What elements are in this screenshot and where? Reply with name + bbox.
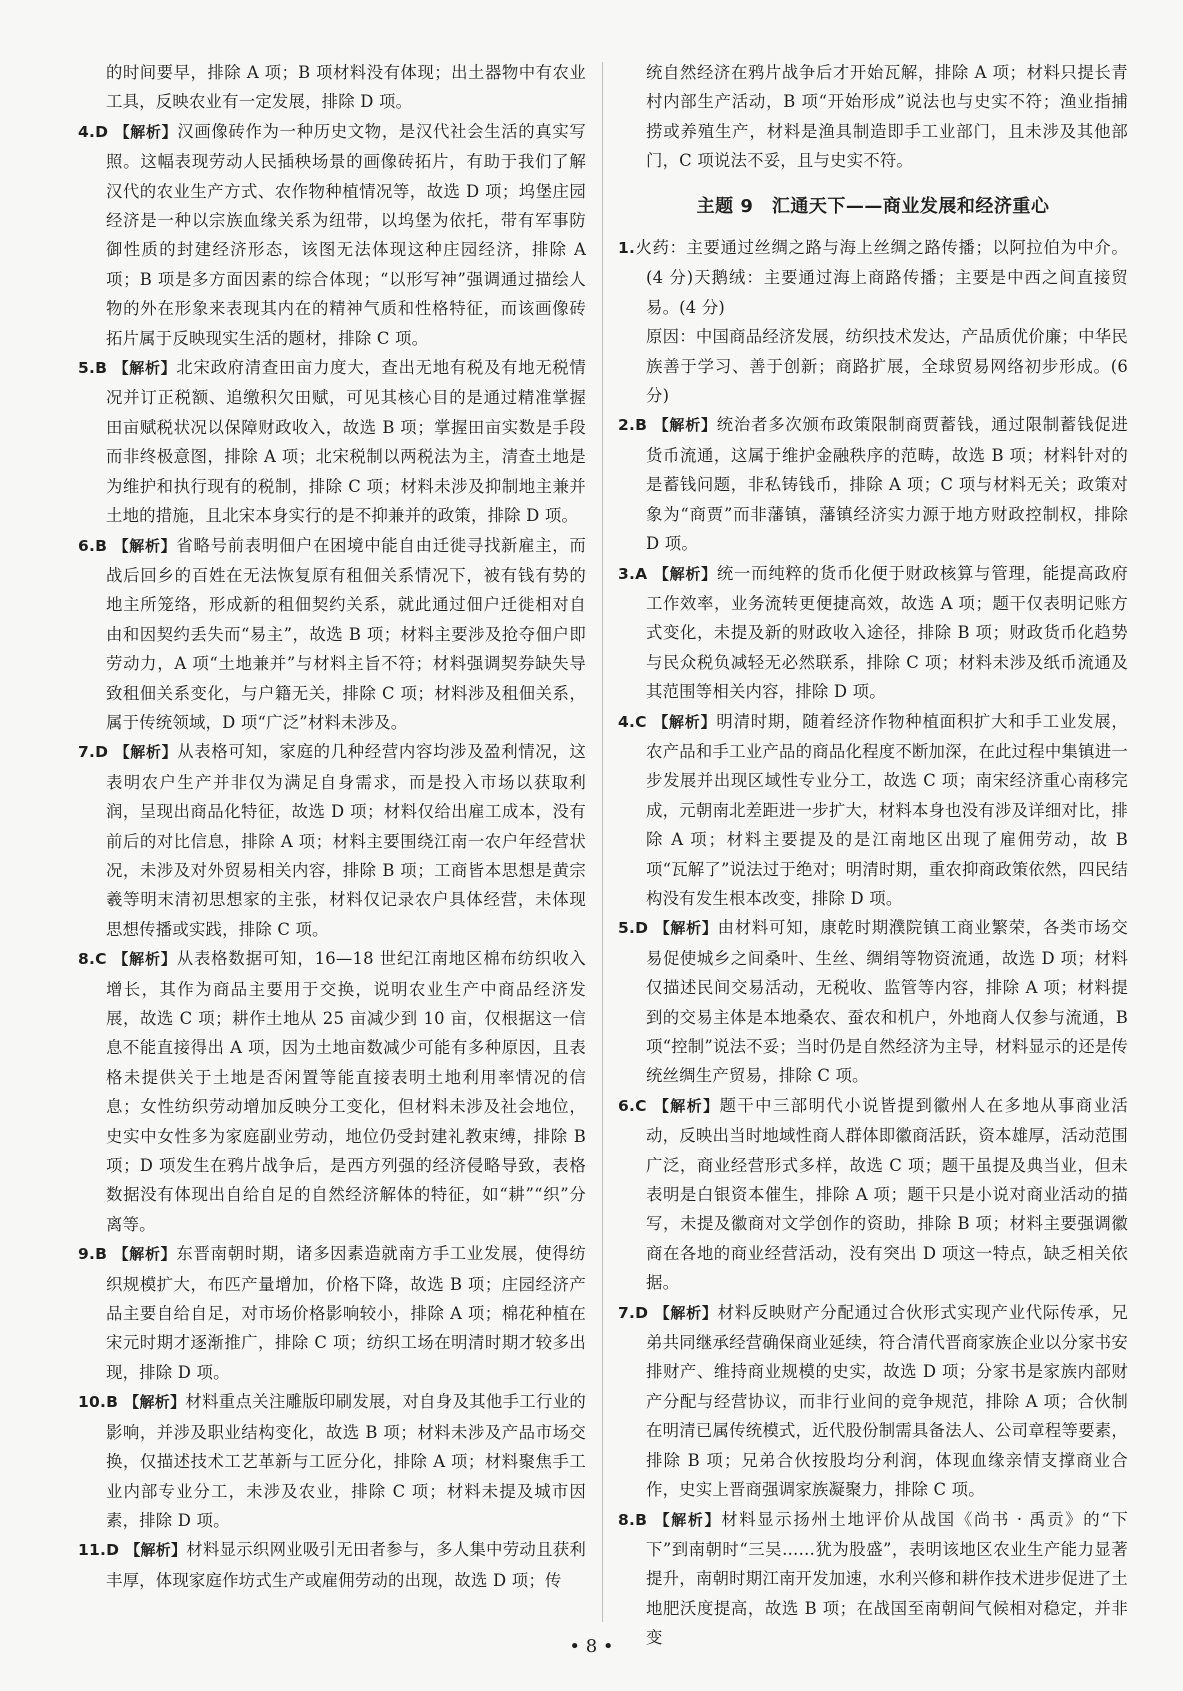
analysis-tag: 【解析】 bbox=[113, 359, 177, 378]
analysis-tag: 【解析】 bbox=[652, 712, 717, 731]
analysis-tag: 【解析】 bbox=[652, 1096, 720, 1115]
answer-item bbox=[618, 559, 1128, 707]
section-title: 主题 9 汇通天下——商业发展和经济重心 bbox=[696, 195, 1050, 217]
answer-item bbox=[618, 707, 1128, 914]
page-number: • 8 • bbox=[569, 1636, 614, 1657]
answer-letter: D bbox=[95, 122, 109, 141]
answer-item bbox=[78, 737, 586, 944]
answer-letter: D bbox=[95, 743, 109, 762]
left-intro: 的时间要早，排除 A 项；B 项材料没有体现；出土器物中有农业工具，反映农业有一定发展，排除 D 项。 bbox=[106, 63, 586, 112]
analysis-tag: 【解析】 bbox=[124, 1393, 186, 1412]
answer-item bbox=[78, 1387, 586, 1535]
answer-item bbox=[78, 531, 586, 738]
answer-letter: B bbox=[106, 1393, 119, 1412]
left-items bbox=[78, 117, 586, 1595]
item-number: 9. bbox=[78, 1245, 96, 1264]
item-number: 8. bbox=[618, 1510, 636, 1529]
analysis-tag: 【解析】 bbox=[653, 564, 717, 583]
answer-item bbox=[78, 117, 586, 353]
item-number: 6. bbox=[618, 1096, 636, 1115]
analysis-tag: 【解析】 bbox=[653, 416, 717, 435]
analysis-text: 由材料可知，康乾时期濮院镇工商业繁荣，各类市场交易促使城乡之间桑叶、生丝、绸绢等物资流通，故选 D 项；材料仅描述民间交易活动，无税收、监管等内容，排除 A 项；材料提到的交易主体是本地桑农、蚕农和机户，外地商人仅参与流通，B 项“控制”说法不妥；当时仍是自然经济为主导，材料显示的还是传统丝绸生产贸易，排除 C 项。 bbox=[646, 918, 1128, 1086]
analysis-text: 省略号前表明佃户在困境中能自由迁徙寻找新雇主，而战后回乡的百姓在无法恢复原有租佃关系情况下，被有钱有势的地主所笼络，形成新的租佃契约关系，就此通过佃户迁徙相对自由和因契约丢失而“易主”，故选 B 项；材料主要涉及抢夺佃户即劳动力，A 项“土地兼并”与材料主旨不符；材料强调契券缺失导致租佃关系变化，与户籍无关，排除 C 项；材料涉及租佃关系，属于传统领域，D 项“广泛”材料未涉及。 bbox=[106, 535, 586, 732]
analysis-tag: 【解析】 bbox=[114, 122, 178, 141]
analysis-text: 统治者多次颁布政策限制商贾蓄钱，通过限制蓄钱促进货币流通，这属于维护金融秩序的范畴，故选 B 项；材料针对的是蓄钱问题，非私铸钱币，排除 A 项；C 项与材料无关；政策对象为“商贾”而非藩镇，藩镇经济实力源于地方财政控制权，排除 D 项。 bbox=[646, 415, 1128, 554]
analysis-text: 汉画像砖作为一种历史文物，是汉代社会生活的真实写照。这幅表现劳动人民插秧场景的画像砖拓片，有助于我们了解汉代的农业生产方式、农作物种植情况等，故选 D 项；坞堡庄园经济是一种以宗族血缘关系为纽带，以坞堡为依托，带有军事防御性质的封建经济形态，该图无法体现这种庄园经济，排除 A 项；B 项是多方面因素的综合体现；“以形写神”强调通过描绘人物的外在形象来表现其内在的精神气质和性格特征，而该画像砖拓片属于反映现实生活的题材，排除 C 项。 bbox=[106, 121, 586, 348]
answer-letter: B bbox=[635, 1510, 648, 1529]
analysis-text: 材料显示扬州土地评价从战国《尚书 · 禹贡》的“下下”到南朝时“三吴……犹为股盛”，表明该地区农业生产能力显著提升，南朝时期江南开发加速，水利兴修和耕作技术进步促进了土地肥沃度提高，故选 B 项；在战国至南朝间气候相对稳定，并非变 bbox=[646, 1509, 1128, 1648]
analysis-tag: 【解析】 bbox=[654, 1303, 718, 1322]
right-column bbox=[618, 58, 1128, 1653]
item-number: 1. bbox=[618, 239, 636, 258]
item-number: 5. bbox=[78, 359, 96, 378]
analysis-text: 题干中三部明代小说皆提到徽州人在多地从事商业活动，反映出当时地域性商人群体即徽商活跃，资本雄厚，活动范围广泛，商业经营形式多样，故选 C 项；题干虽提及典当业，但未表明是白银资本催生，排除 A 项；题干只是小说对商业活动的描写，未提及徽商对文学创作的资助，排除 B 项；材料主要强调徽商在各地的商业经营活动，没有突出 D 项这一特点，缺乏相关依据。 bbox=[646, 1095, 1128, 1293]
answer-item bbox=[78, 1535, 586, 1595]
analysis-text: 明清时期，随着经济作物种植面积扩大和手工业发展，农产品和手工业产品的商品化程度不断加深，在此过程中集镇进一步发展并出现区域性专业分工，故选 C 项；南宋经济重心南移完成，元朝南北差距进一步扩大，材料本身也没有涉及详细对比，排除 A 项；材料主要提及的是江南地区出现了雇佣劳动，故 B 项“瓦解了”说法过于绝对；明清时期，重农抑商政策依然，四民结构没有发生根本改变，排除 D 项。 bbox=[646, 711, 1128, 908]
answer-item bbox=[78, 353, 586, 530]
item-number: 6. bbox=[78, 536, 96, 555]
answer-letter: B bbox=[95, 536, 108, 555]
analysis-text: 北宋政府清查田亩力度大，查出无地有税及有地无税情况并订正税额、追缴积欠田赋，可见其核心目的是通过精准掌握田亩赋税状况以保障财政收入，故选 B 项；掌握田亩实数是手段而非终极意图，排除 A 项；北宋税制以两税法为主，清查土地是为维护和执行现有的税制，排除 C 项；材料未涉及抑制地主兼并土地的措施，且北宋本身实行的是不抑兼并的政策，排除 D 项。 bbox=[106, 358, 586, 526]
answer-letter: C bbox=[95, 950, 107, 969]
left-column bbox=[78, 58, 586, 1595]
answer-item bbox=[618, 410, 1128, 558]
analysis-text: 材料反映财产分配通过合伙形式实现产业代际传承，兄弟共同继承经营确保商业延续，符合清代晋商家族企业以分家书安排财产、维持商业规模的史实，故选 D 项；分家书是家族内部财产分配与经营协议，而非行业间的竞争规范，排除 A 项；合伙制在明清已属传统模式，近代股份制需具备法人、公司章程等要素，排除 B 项；兄弟合伙按股均分利润，体现血缘亲情支撑商业合作，史实上晋商强调家族凝聚力，排除 C 项。 bbox=[646, 1302, 1128, 1500]
item-number: 2. bbox=[618, 416, 636, 435]
answer-letter: D bbox=[635, 919, 649, 938]
answer-item bbox=[78, 1239, 586, 1387]
analysis-tag: 【解析】 bbox=[112, 950, 177, 969]
answer-letter: B bbox=[95, 359, 108, 378]
analysis-tag: 【解析】 bbox=[125, 1541, 187, 1560]
analysis-tag: 【解析】 bbox=[113, 536, 177, 555]
analysis-text: 统一而纯粹的货币化便于财政核算与管理，能提高政府工作效率，业务流转更便捷高效，故选 A 项；题干仅表明记账方式变化，未提及新的财政收入途径，排除 B 项；财政货币化趋势与民众税负减轻无必然联系，排除 C 项；材料未涉及纸币流通及其范围等相关内容，排除 D 项。 bbox=[646, 563, 1128, 702]
item-number: 4. bbox=[78, 122, 96, 141]
answer-letter: A bbox=[635, 564, 648, 583]
answer-letter: D bbox=[106, 1541, 120, 1560]
item-number: 10. bbox=[78, 1393, 107, 1412]
answer-item bbox=[618, 1091, 1128, 1298]
answer-item bbox=[78, 944, 586, 1239]
answer-item bbox=[618, 1505, 1128, 1653]
item-number: 8. bbox=[78, 950, 96, 969]
item-number: 5. bbox=[618, 919, 636, 938]
item-number: 4. bbox=[618, 712, 636, 731]
analysis-text: 从表格数据可知，16—18 世纪江南地区棉布纺织收入增长，其作为商品主要用于交换，说明农业生产中商品经济发展，故选 C 项；耕作土地从 25 亩减少到 10 亩，仅根据这一信息不能直接得出 A 项，因为土地亩数减少可能有多种原因，且表格未提供关于土地是否闲置等能直接表明土地利用率情况的信息；女性纺织劳动增加反映分工变化，但材料未涉及社会地位，史实中女性多为家庭副业劳动，地位仍受封建礼教束缚，排除 B 项；D 项发生在鸦片战争后，是西方列强的经济侵略导致，表格数据没有体现出自给自足的自然经济解体的特征，如“耕”“织”分离等。 bbox=[106, 949, 586, 1234]
answer-letter: B bbox=[95, 1245, 108, 1264]
answer-letter: C bbox=[635, 712, 647, 731]
item-number: 3. bbox=[618, 564, 636, 583]
question-1-text: 火药：主要通过丝绸之路与海上丝绸之路传播；以阿拉伯为中介。(4 分)天鹅绒：主要通过海上商路传播；主要是中西之间直接贸易。(4 分) bbox=[635, 238, 1128, 317]
answer-item bbox=[618, 913, 1128, 1090]
answer-item bbox=[618, 1298, 1128, 1505]
answer-letter: C bbox=[635, 1096, 647, 1115]
analysis-text: 从表格可知，家庭的几种经营内容均涉及盈利情况，这表明农户生产并非仅为满足自身需求，而是投入市场以获取利润，呈现出商品化特征，故选 D 项；材料仅给出雇工成本，没有前后的对比信息，排除 A 项；材料主要围绕江南一农户年经营状况，未涉及对外贸易相关内容，排除 B 项；工商皆本思想是黄宗羲等明末清初思想家的主张，材料仅记录农户具体经营，未体现思想传播或实践，排除 C 项。 bbox=[106, 742, 586, 939]
column-divider bbox=[602, 62, 603, 1622]
analysis-text: 东晋南朝时期，诸多因素造就南方手工业发展，使得纺织规模扩大，布匹产量增加，价格下降，故选 B 项；庄园经济产品主要自给自足，对市场价格影响较小，排除 A 项；棉花种植在宋元时期才逐渐推广，排除 C 项；纺织工场在明清时期才较多出现，排除 D 项。 bbox=[106, 1244, 586, 1382]
question-1-reason: 原因：中国商品经济发展，纺织技术发达，产品质优价廉；中华民族善于学习、善于创新；商路扩展，全球贸易网络初步形成。(6 分) bbox=[646, 327, 1128, 406]
question-1 bbox=[618, 233, 1128, 322]
right-items bbox=[618, 410, 1128, 1652]
item-number: 7. bbox=[78, 743, 96, 762]
analysis-tag: 【解析】 bbox=[653, 1510, 722, 1529]
answer-letter: B bbox=[635, 416, 648, 435]
item-number: 7. bbox=[618, 1303, 636, 1322]
analysis-tag: 【解析】 bbox=[114, 743, 178, 762]
analysis-text: 材料重点关注雕版印刷发展，对自身及其他手工行业的影响，并涉及职业结构变化，故选 B 项；材料未涉及产品市场交换，仅描述技术工艺革新与工匠分化，排除 A 项；材料聚焦手工业内部专业分工，未涉及农业，排除 C 项；材料未提及城市因素，排除 D 项。 bbox=[106, 1392, 586, 1530]
analysis-text: 材料显示织网业吸引无田者参与，多人集中劳动且获利丰厚，体现家庭作坊式生产或雇佣劳动的出现，故选 D 项；传 bbox=[106, 1540, 586, 1590]
item-number: 11. bbox=[78, 1541, 107, 1560]
analysis-tag: 【解析】 bbox=[113, 1245, 177, 1264]
right-intro: 统自然经济在鸦片战争后才开始瓦解，排除 A 项；材料只提长青村内部生产活动，B 项“开始形成”说法也与史实不符；渔业指捕捞或养殖生产，材料是渔具制造即手工业部门，且未涉及其他部门，C 项说法不妥，且与史实不符。 bbox=[646, 63, 1128, 171]
answer-letter: D bbox=[635, 1303, 649, 1322]
analysis-tag: 【解析】 bbox=[654, 919, 718, 938]
